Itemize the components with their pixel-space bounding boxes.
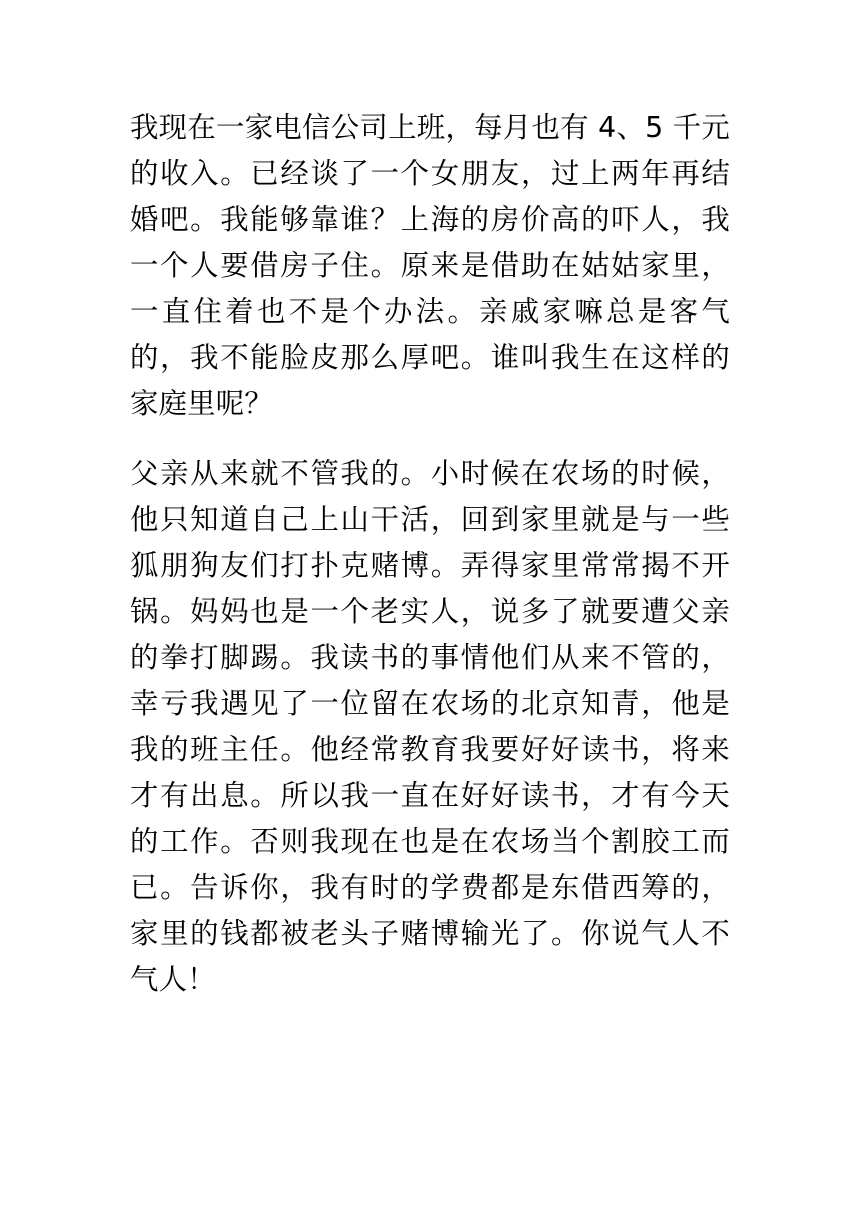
body-text: [130, 105, 730, 1003]
paragraph-2: 父亲从来就不管我的。小时候在农场的时候，他只知道自己上山干活，回到家里就是与一些狐朋狗友们打扑克赌博。弄得家里常常揭不开锅。妈妈也是一个老实人，说多了就要遭父亲的拳打脚踢。我读书的事情他们从来不管的，幸亏我遇见了一位留在农场的北京知青，他是我的班主任。他经常教育我要好好读书，将来才有出息。所以我一直在好好读书，才有今天的工作。否则我现在也是在农场当个割胶工而已。告诉你，我有时的学费都是东借西筹的，家里的钱都被老头子赌博输光了。你说气人不气人！: [130, 457, 730, 996]
paragraph-1: 我现在一家电信公司上班，每月也有 4、5 千元的收入。已经谈了一个女朋友，过上两年再结婚吧。我能够靠谁？上海的房价高的吓人，我一个人要借房子住。原来是借助在姑姑家里，一直住着也不是个办法。亲戚家嘛总是客气的，我不能脸皮那么厚吧。谁叫我生在这样的家庭里呢？: [130, 111, 730, 420]
